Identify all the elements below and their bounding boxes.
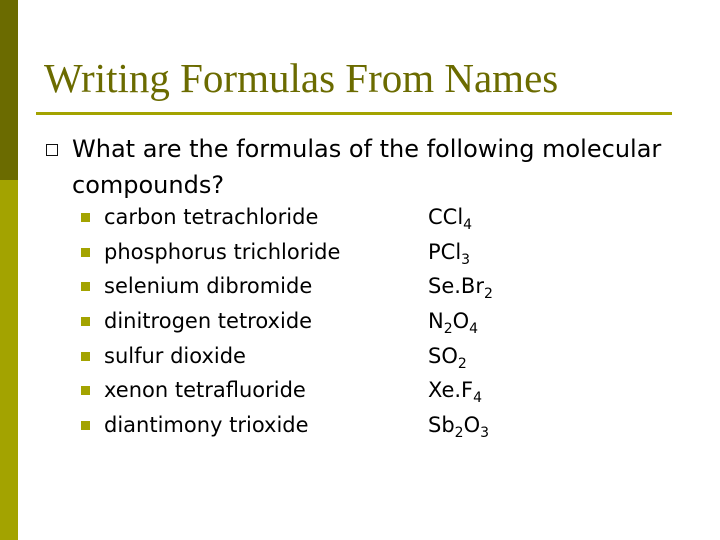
formula-symbol: SO [428, 343, 458, 368]
formula-subscript: 4 [469, 321, 479, 338]
formula-subscript: 3 [461, 251, 471, 268]
square-bullet-icon [81, 421, 90, 430]
formula-symbol: Se.Br [428, 274, 484, 299]
list-item [0, 408, 720, 443]
formula-subscript: 3 [480, 425, 490, 442]
left-accent-bar-dark [0, 0, 18, 180]
square-bullet-icon [81, 248, 90, 257]
formula-symbol: CCl [428, 205, 464, 229]
compound-name: phosphorus trichloride [104, 239, 341, 264]
list-item [0, 200, 720, 235]
compound-formula [428, 204, 473, 233]
compound-name: carbon tetrachloride [104, 205, 319, 229]
compound-formula [428, 308, 479, 338]
formula-subscript: 2 [454, 425, 464, 442]
square-bullet-icon [81, 386, 90, 395]
list-item [0, 373, 720, 408]
formula-symbol: PCl [428, 239, 462, 264]
square-bullet-icon [81, 282, 90, 291]
formula-subscript: 4 [463, 217, 473, 233]
compound-formula [428, 343, 467, 372]
formula-subscript: 2 [443, 321, 453, 338]
question-text: What are the formulas of the following molecular compounds? [72, 135, 662, 199]
formula-symbol: Sb [428, 413, 455, 438]
square-bullet-icon [81, 352, 90, 361]
formula-symbol: N [428, 309, 444, 334]
formula-subscript: 2 [457, 355, 467, 372]
compound-formula [428, 273, 493, 303]
formula-symbol: O [452, 309, 470, 334]
compound-name: xenon tetrafluoride [104, 378, 306, 403]
compound-name: dinitrogen tetroxide [104, 309, 313, 334]
hollow-square-bullet-icon [46, 144, 58, 156]
list-item [0, 235, 720, 270]
compound-formula [428, 239, 471, 268]
list-item [0, 339, 720, 374]
compound-formula [428, 412, 490, 442]
compound-name: selenium dibromide [104, 274, 313, 299]
formula-symbol: Xe.F [428, 378, 474, 403]
title-underline [36, 112, 672, 115]
formula-subscript: 2 [483, 286, 493, 303]
compound-formula [428, 377, 483, 407]
formula-symbol: O [463, 413, 481, 438]
compound-name: diantimony trioxide [104, 413, 309, 438]
compound-list [0, 200, 720, 443]
slide-title: Writing Formulas From Names [44, 55, 559, 101]
square-bullet-icon [81, 317, 90, 326]
compound-name: sulfur dioxide [104, 343, 246, 368]
list-item [0, 269, 720, 304]
formula-subscript: 4 [473, 390, 483, 407]
list-item [0, 304, 720, 339]
square-bullet-icon [81, 213, 90, 222]
